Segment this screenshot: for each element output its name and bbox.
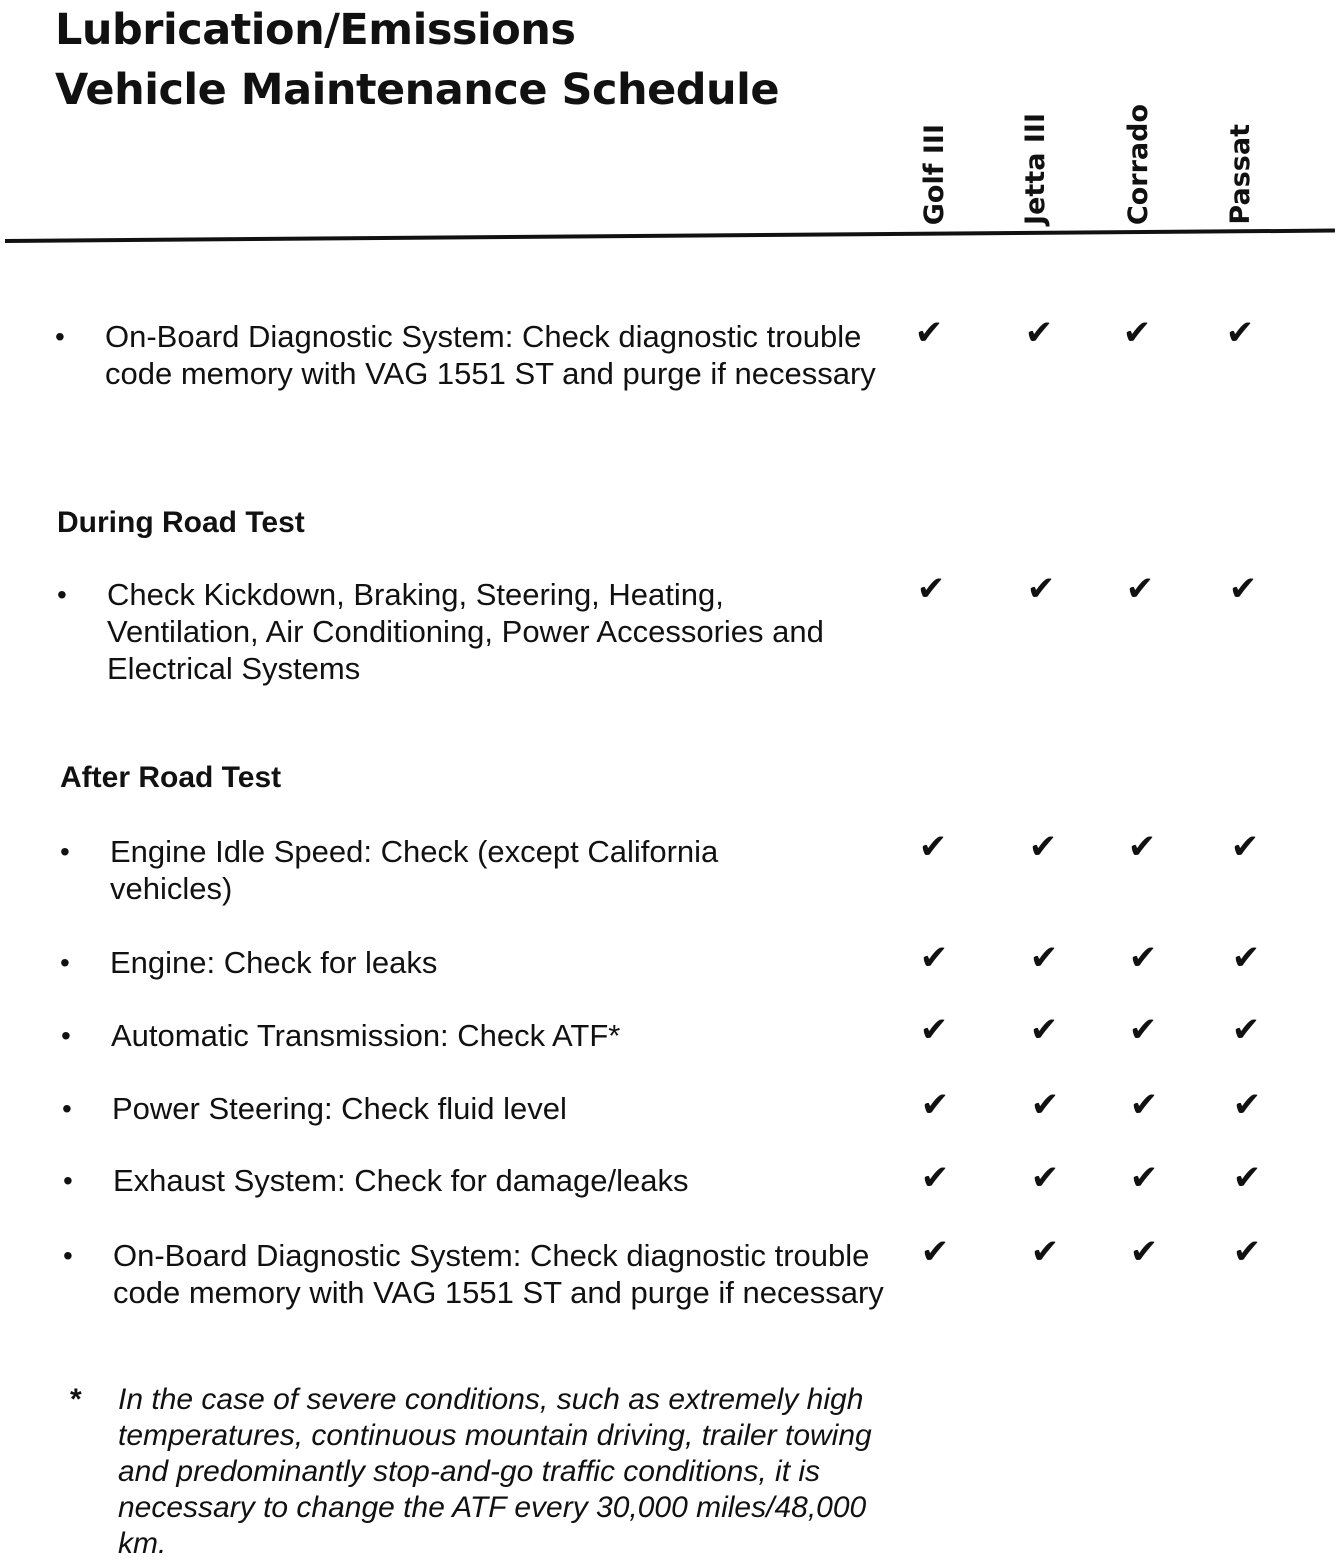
bullet: •	[61, 1020, 71, 1051]
check-mark-icon: ✔	[1030, 1085, 1060, 1125]
bullet: •	[60, 836, 70, 867]
check-mark-icon: ✔	[1024, 313, 1054, 353]
check-mark-icon: ✔	[919, 938, 949, 978]
check-mark-icon: ✔	[918, 827, 948, 867]
check-mark-icon: ✔	[1129, 1158, 1159, 1198]
check-mark-icon: ✔	[1026, 569, 1056, 609]
column-header-jetta-iii: Jetta III	[1020, 113, 1051, 225]
footnote-asterisk: *	[70, 1383, 82, 1416]
section-heading-during-road-test: During Road Test	[57, 506, 305, 539]
check-mark-icon: ✔	[1232, 1085, 1262, 1125]
column-header-passat: Passat	[1225, 124, 1256, 225]
check-mark-icon: ✔	[1028, 827, 1058, 867]
bullet: •	[63, 1240, 73, 1271]
bullet: •	[55, 321, 65, 352]
footnote-text: In the case of severe conditions, such as extremely high temperatures, continuous mountain driving, trailer towing and predominantly stop-and-go traffic conditions, it is necessary to change the ATF every 30,000 miles/48,000 km.	[118, 1383, 872, 1560]
check-mark-icon: ✔	[1231, 1010, 1261, 1050]
column-header-golf-iii: Golf III	[919, 123, 950, 225]
check-mark-icon: ✔	[920, 1158, 950, 1198]
check-mark-icon: ✔	[1029, 1010, 1059, 1050]
column-header-corrado: Corrado	[1123, 103, 1154, 225]
check-mark-icon: ✔	[1030, 1158, 1060, 1198]
check-mark-icon: ✔	[920, 1232, 950, 1272]
bullet: •	[60, 947, 70, 978]
check-mark-icon: ✔	[920, 1085, 950, 1125]
bullet: •	[63, 1165, 73, 1196]
check-mark-icon: ✔	[1225, 313, 1255, 353]
check-mark-icon: ✔	[1228, 569, 1258, 609]
check-mark-icon: ✔	[916, 569, 946, 609]
page-title	[55, 0, 779, 120]
check-mark-icon: ✔	[1128, 938, 1158, 978]
check-mark-icon: ✔	[1232, 1158, 1262, 1198]
check-mark-icon: ✔	[1230, 827, 1260, 867]
check-mark-icon: ✔	[1129, 1085, 1159, 1125]
check-mark-icon: ✔	[1125, 569, 1155, 609]
check-mark-icon: ✔	[1122, 313, 1152, 353]
section-heading-after-road-test: After Road Test	[60, 761, 282, 794]
check-mark-icon: ✔	[1030, 1232, 1060, 1272]
bullet: •	[62, 1093, 72, 1124]
check-mark-icon: ✔	[1232, 1232, 1262, 1272]
title-line-1: Lubrication/Emissions	[55, 5, 576, 55]
check-mark-icon: ✔	[1029, 938, 1059, 978]
check-mark-icon: ✔	[1231, 938, 1261, 978]
check-mark-icon: ✔	[914, 313, 944, 353]
header-divider	[5, 229, 1335, 243]
title-line-2: Vehicle Maintenance Schedule	[55, 65, 780, 115]
check-mark-icon: ✔	[1127, 827, 1157, 867]
check-mark-icon: ✔	[1128, 1010, 1158, 1050]
bullet: •	[57, 579, 67, 610]
check-mark-icon: ✔	[1129, 1232, 1159, 1272]
check-mark-icon: ✔	[919, 1010, 949, 1050]
